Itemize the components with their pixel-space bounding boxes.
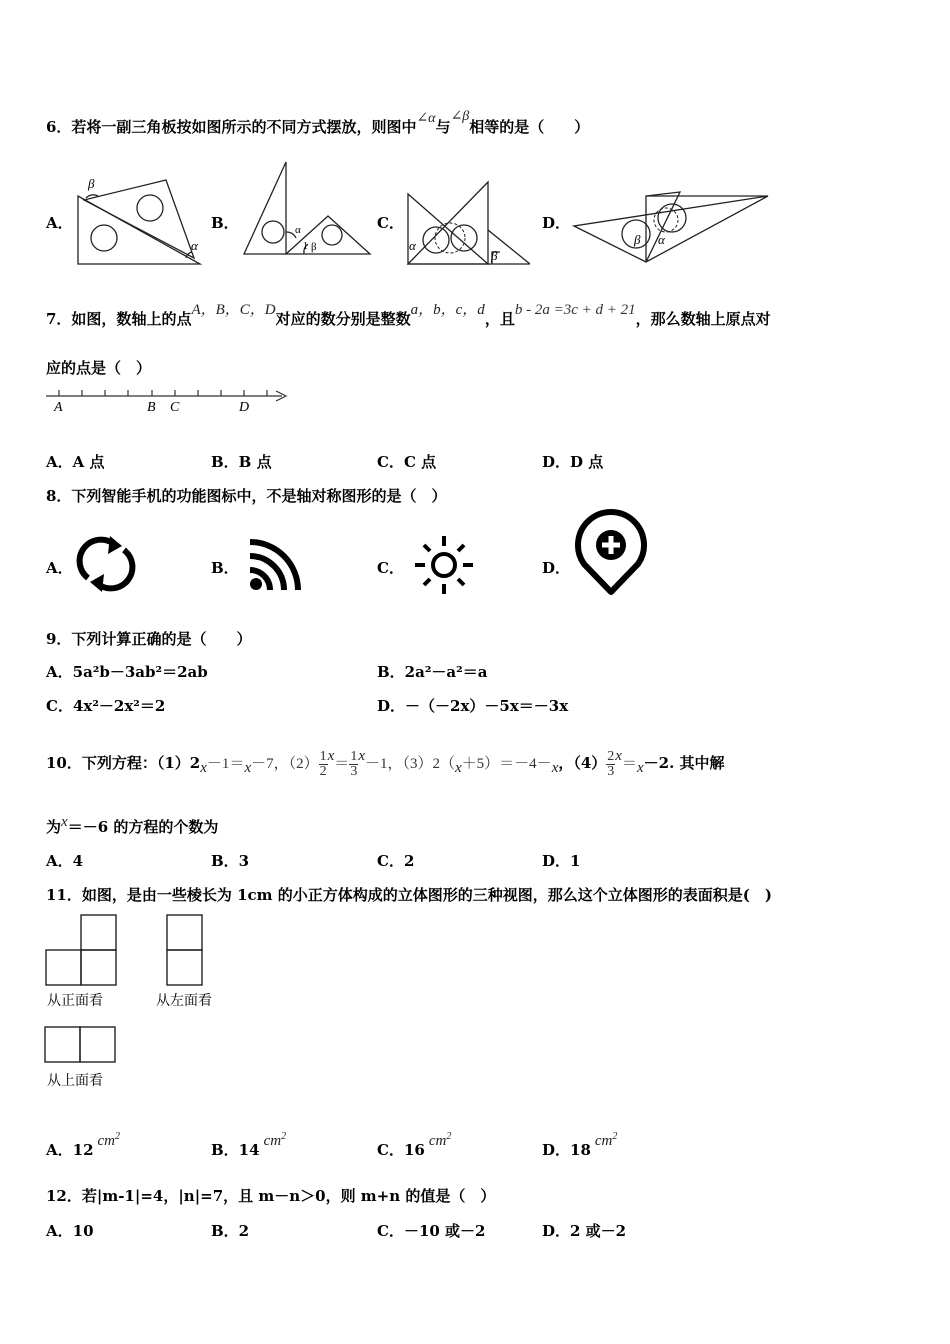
- q11-unit-d: $cm^2$: [594, 1131, 618, 1149]
- q6-option-b: B．: [211, 214, 239, 232]
- q7-axis-a: A: [54, 400, 63, 415]
- q12-option-d: D．2 或－2: [542, 1222, 627, 1240]
- q8-option-b: B．: [211, 559, 239, 577]
- q11-option-a-value: A．12: [46, 1141, 94, 1159]
- q11-left-view: [165, 913, 205, 987]
- q7-axis-b: B: [147, 400, 156, 415]
- q6-option-c: C．: [377, 214, 404, 232]
- q6-figb-alpha: α: [295, 224, 301, 236]
- q9-option-a: A．5a²b－3ab²＝2ab: [46, 663, 208, 681]
- q10-tt-den: 3: [607, 763, 615, 779]
- q6-stem-text-b: 与: [435, 118, 451, 136]
- q10-x-6: x: [551, 760, 559, 776]
- q7-stem-c: ，且: [484, 310, 515, 328]
- q11-option-c: [377, 1131, 452, 1160]
- q10-part-p5: ＋5）＝－4－: [461, 756, 552, 772]
- q6-figure-c: [404, 180, 536, 268]
- q11-front-caption: 从正面看: [47, 993, 103, 1009]
- q10-option-c: C．2: [377, 852, 415, 870]
- q6-figure-d: [570, 186, 775, 268]
- q10-fraction-two-thirds: [606, 750, 615, 779]
- q11-top-caption: 从上面看: [47, 1073, 103, 1089]
- q10-x-5: x: [455, 760, 462, 776]
- q9-option-c: C．4x²－2x²＝2: [46, 697, 166, 715]
- q11-option-d: [542, 1131, 618, 1160]
- q7-axis-d: D: [239, 400, 250, 415]
- location-add-icon: [574, 514, 648, 596]
- q10-x-9: x: [61, 814, 68, 830]
- q7-option-b: B．B 点: [211, 453, 272, 471]
- q11-option-d-value: D．18: [542, 1141, 591, 1159]
- q6-figure-b: [240, 160, 375, 260]
- refresh-icon: [76, 534, 136, 594]
- q6-angle-alpha: ∠α: [416, 111, 436, 126]
- q10-option-d: D．1: [542, 852, 581, 870]
- q10-part-p4: －1，（3）2（: [364, 756, 455, 772]
- q10-option-a: A．4: [46, 852, 84, 870]
- q11-front-view: [45, 913, 119, 987]
- q7-axis-c: C: [170, 400, 180, 415]
- q11-option-b: [211, 1131, 287, 1160]
- q11-option-b-value: B．14: [211, 1141, 260, 1159]
- q11-option-a: [46, 1131, 121, 1160]
- q7-stem-b: 对应的数分别是整数: [275, 310, 411, 328]
- q12-option-a: A．10: [46, 1222, 94, 1240]
- q6-figc-alpha: α: [409, 238, 416, 253]
- q10-line2-b: ＝－6 的方程的个数为: [67, 818, 219, 836]
- q6-stem-text-a: 6．若将一副三角板按如图所示的不同方式摆放，则图中: [46, 118, 417, 136]
- q11-stem: 11．如图，是由一些棱长为 1cm 的小正方体构成的立体图形的三种视图，那么这个立体图形的表面积是( ): [46, 886, 772, 904]
- q9-option-d: D．－（－2x）－5x＝－3x: [377, 697, 569, 715]
- q6-figb-one: 1: [303, 241, 308, 252]
- q11-unit-c: $cm^2$: [428, 1131, 452, 1149]
- q11-left-caption: 从左面看: [156, 993, 212, 1009]
- q6-figure-a: [70, 170, 205, 268]
- q8-option-c: C．: [377, 559, 404, 577]
- q7-stem-d: ，那么数轴上原点对: [635, 310, 771, 328]
- q7-number-line: [44, 384, 294, 418]
- brightness-icon: [412, 534, 476, 596]
- q6-option-d: D．: [542, 214, 571, 232]
- q11-unit-a: $cm^2$: [97, 1131, 121, 1149]
- q6-angle-beta: ∠β: [450, 109, 470, 124]
- q10-x-2: x: [244, 760, 252, 776]
- q10-half-num: 1: [319, 748, 327, 764]
- q8-stem: 8．下列智能手机的功能图标中，不是轴对称图形的是（ ）: [46, 487, 447, 505]
- q6-stem-text-c: 相等的是（ ）: [469, 118, 590, 136]
- q10-line2-a: 为: [46, 818, 62, 836]
- q7-option-c: C．C 点: [377, 453, 437, 471]
- q10-x-7: x: [615, 748, 622, 764]
- q6-option-a: A．: [46, 214, 73, 232]
- q8-option-d: D．: [542, 559, 571, 577]
- q10-x-4: x: [358, 748, 365, 764]
- q10-fraction-half: [319, 750, 328, 779]
- q12-stem: 12．若|m-1|=4，|n|=7，且 m－n＞0，则 m+n 的值是（ ）: [46, 1187, 496, 1205]
- q10-part-p3: ＝: [334, 756, 350, 772]
- q10-part-p2: －7，（2）: [251, 756, 319, 772]
- q6-figd-alpha: α: [658, 232, 665, 247]
- q10-part-p6: ，（4）: [558, 754, 607, 772]
- q10-stem-line1: [46, 738, 725, 789]
- q10-x-8: x: [636, 760, 644, 776]
- q10-part-p1: －1＝: [206, 756, 245, 772]
- q7-vars: a，b，c，d: [410, 302, 485, 318]
- q7-equation: b - 2a =3c + d + 21: [514, 302, 636, 318]
- q11-option-c-value: C．16: [377, 1141, 425, 1159]
- q10-fraction-third: [349, 750, 358, 779]
- q10-tt-num: 2: [607, 748, 615, 764]
- q7-stem-line2: 应的点是（ ）: [46, 359, 152, 377]
- q12-option-b: B．2: [211, 1222, 250, 1240]
- q10-x-1: x: [200, 760, 207, 776]
- q6-figa-beta: β: [88, 176, 95, 191]
- q6-figc-beta: β: [491, 248, 498, 263]
- q7-option-d: D．D 点: [542, 453, 604, 471]
- q10-part-a: 10．下列方程：（1）2: [46, 754, 201, 772]
- q11-unit-b: $cm^2$: [263, 1131, 287, 1149]
- q7-option-a: A．A 点: [46, 453, 105, 471]
- q6-stem: [46, 109, 590, 137]
- q9-option-b: B．2a²－a²＝a: [377, 663, 488, 681]
- q10-part-p7: ＝: [621, 756, 637, 772]
- q6-figb-beta: β: [311, 241, 317, 253]
- q12-option-c: C．－10 或－2: [377, 1222, 486, 1240]
- q9-stem: 9．下列计算正确的是（ ）: [46, 630, 252, 648]
- q7-points: A，B，C，D: [191, 302, 276, 318]
- q10-third-num: 1: [350, 748, 358, 764]
- q7-stem-a: 7．如图，数轴上的点: [46, 310, 192, 328]
- q6-figd-beta: β: [634, 232, 641, 247]
- q10-third-den: 3: [350, 763, 358, 779]
- q10-part-p8: －2. 其中解: [643, 754, 725, 772]
- q8-option-a: A．: [46, 559, 73, 577]
- q10-half-den: 2: [319, 763, 327, 779]
- q10-stem-line2: [46, 816, 218, 837]
- q7-stem-line1: [46, 302, 771, 329]
- q6-figa-alpha: α: [191, 238, 198, 253]
- signal-icon: [246, 536, 304, 596]
- q10-option-b: B．3: [211, 852, 250, 870]
- q10-x-3: x: [327, 748, 335, 764]
- q11-top-view: [44, 1026, 118, 1064]
